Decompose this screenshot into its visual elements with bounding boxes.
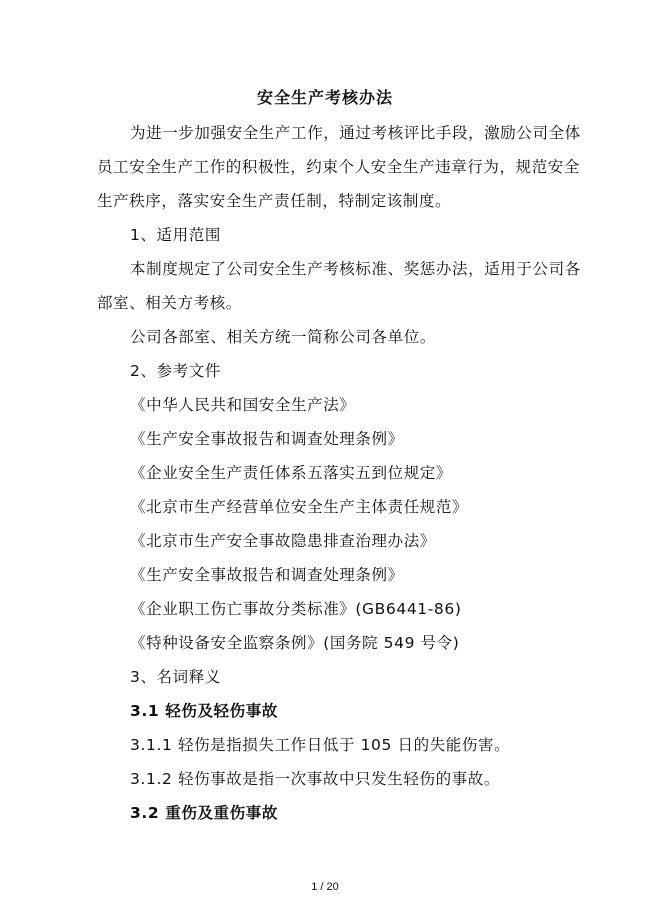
intro-line-3: 生产秩序，落实安全生产责任制，特制定该制度。 [97,192,452,210]
reference-item: 《特种设备安全监察条例》(国务院 549 号令) [130,634,460,652]
section-3-heading: 3、名词释义 [130,668,221,686]
reference-item: 《生产安全事故报告和调查处理条例》 [130,566,404,584]
subsection-3-1-heading: 3.1 轻伤及轻伤事故 [130,702,278,720]
intro-line-1: 为进一步加强安全生产工作，通过考核评比手段，激励公司全体 [130,124,581,142]
section-2-heading: 2、参考文件 [130,362,221,380]
reference-item: 《北京市生产经营单位安全生产主体责任规范》 [130,498,469,516]
page-number: 1 / 20 [311,881,339,893]
reference-item: 《企业职工伤亡事故分类标准》(GB6441-86) [130,600,462,618]
document-title: 安全生产考核办法 [256,88,393,107]
reference-item: 《企业安全生产责任体系五落实五到位规定》 [130,464,453,482]
intro-line-2: 员工安全生产工作的积极性，约束个人安全生产违章行为，规范安全 [97,158,581,176]
reference-item: 《中华人民共和国安全生产法》 [130,396,356,414]
section-1-heading: 1、适用范围 [130,226,221,244]
reference-item: 《生产安全事故报告和调查处理条例》 [130,430,404,448]
subsection-3-2-heading: 3.2 重伤及重伤事故 [130,804,278,822]
reference-item: 《北京市生产安全事故隐患排查治理办法》 [130,532,436,550]
section-1-para-1-line-2: 部室、相关方考核。 [97,294,242,312]
section-1-para-1-line-1: 本制度规定了公司安全生产考核标准、奖惩办法，适用于公司各 [130,260,581,278]
section-1-para-2: 公司各部室、相关方统一简称公司各单位。 [130,328,436,346]
subsection-item: 3.1.1 轻伤是指损失工作日低于 105 日的失能伤害。 [130,736,511,754]
subsection-item: 3.1.2 轻伤事故是指一次事故中只发生轻伤的事故。 [130,770,500,788]
